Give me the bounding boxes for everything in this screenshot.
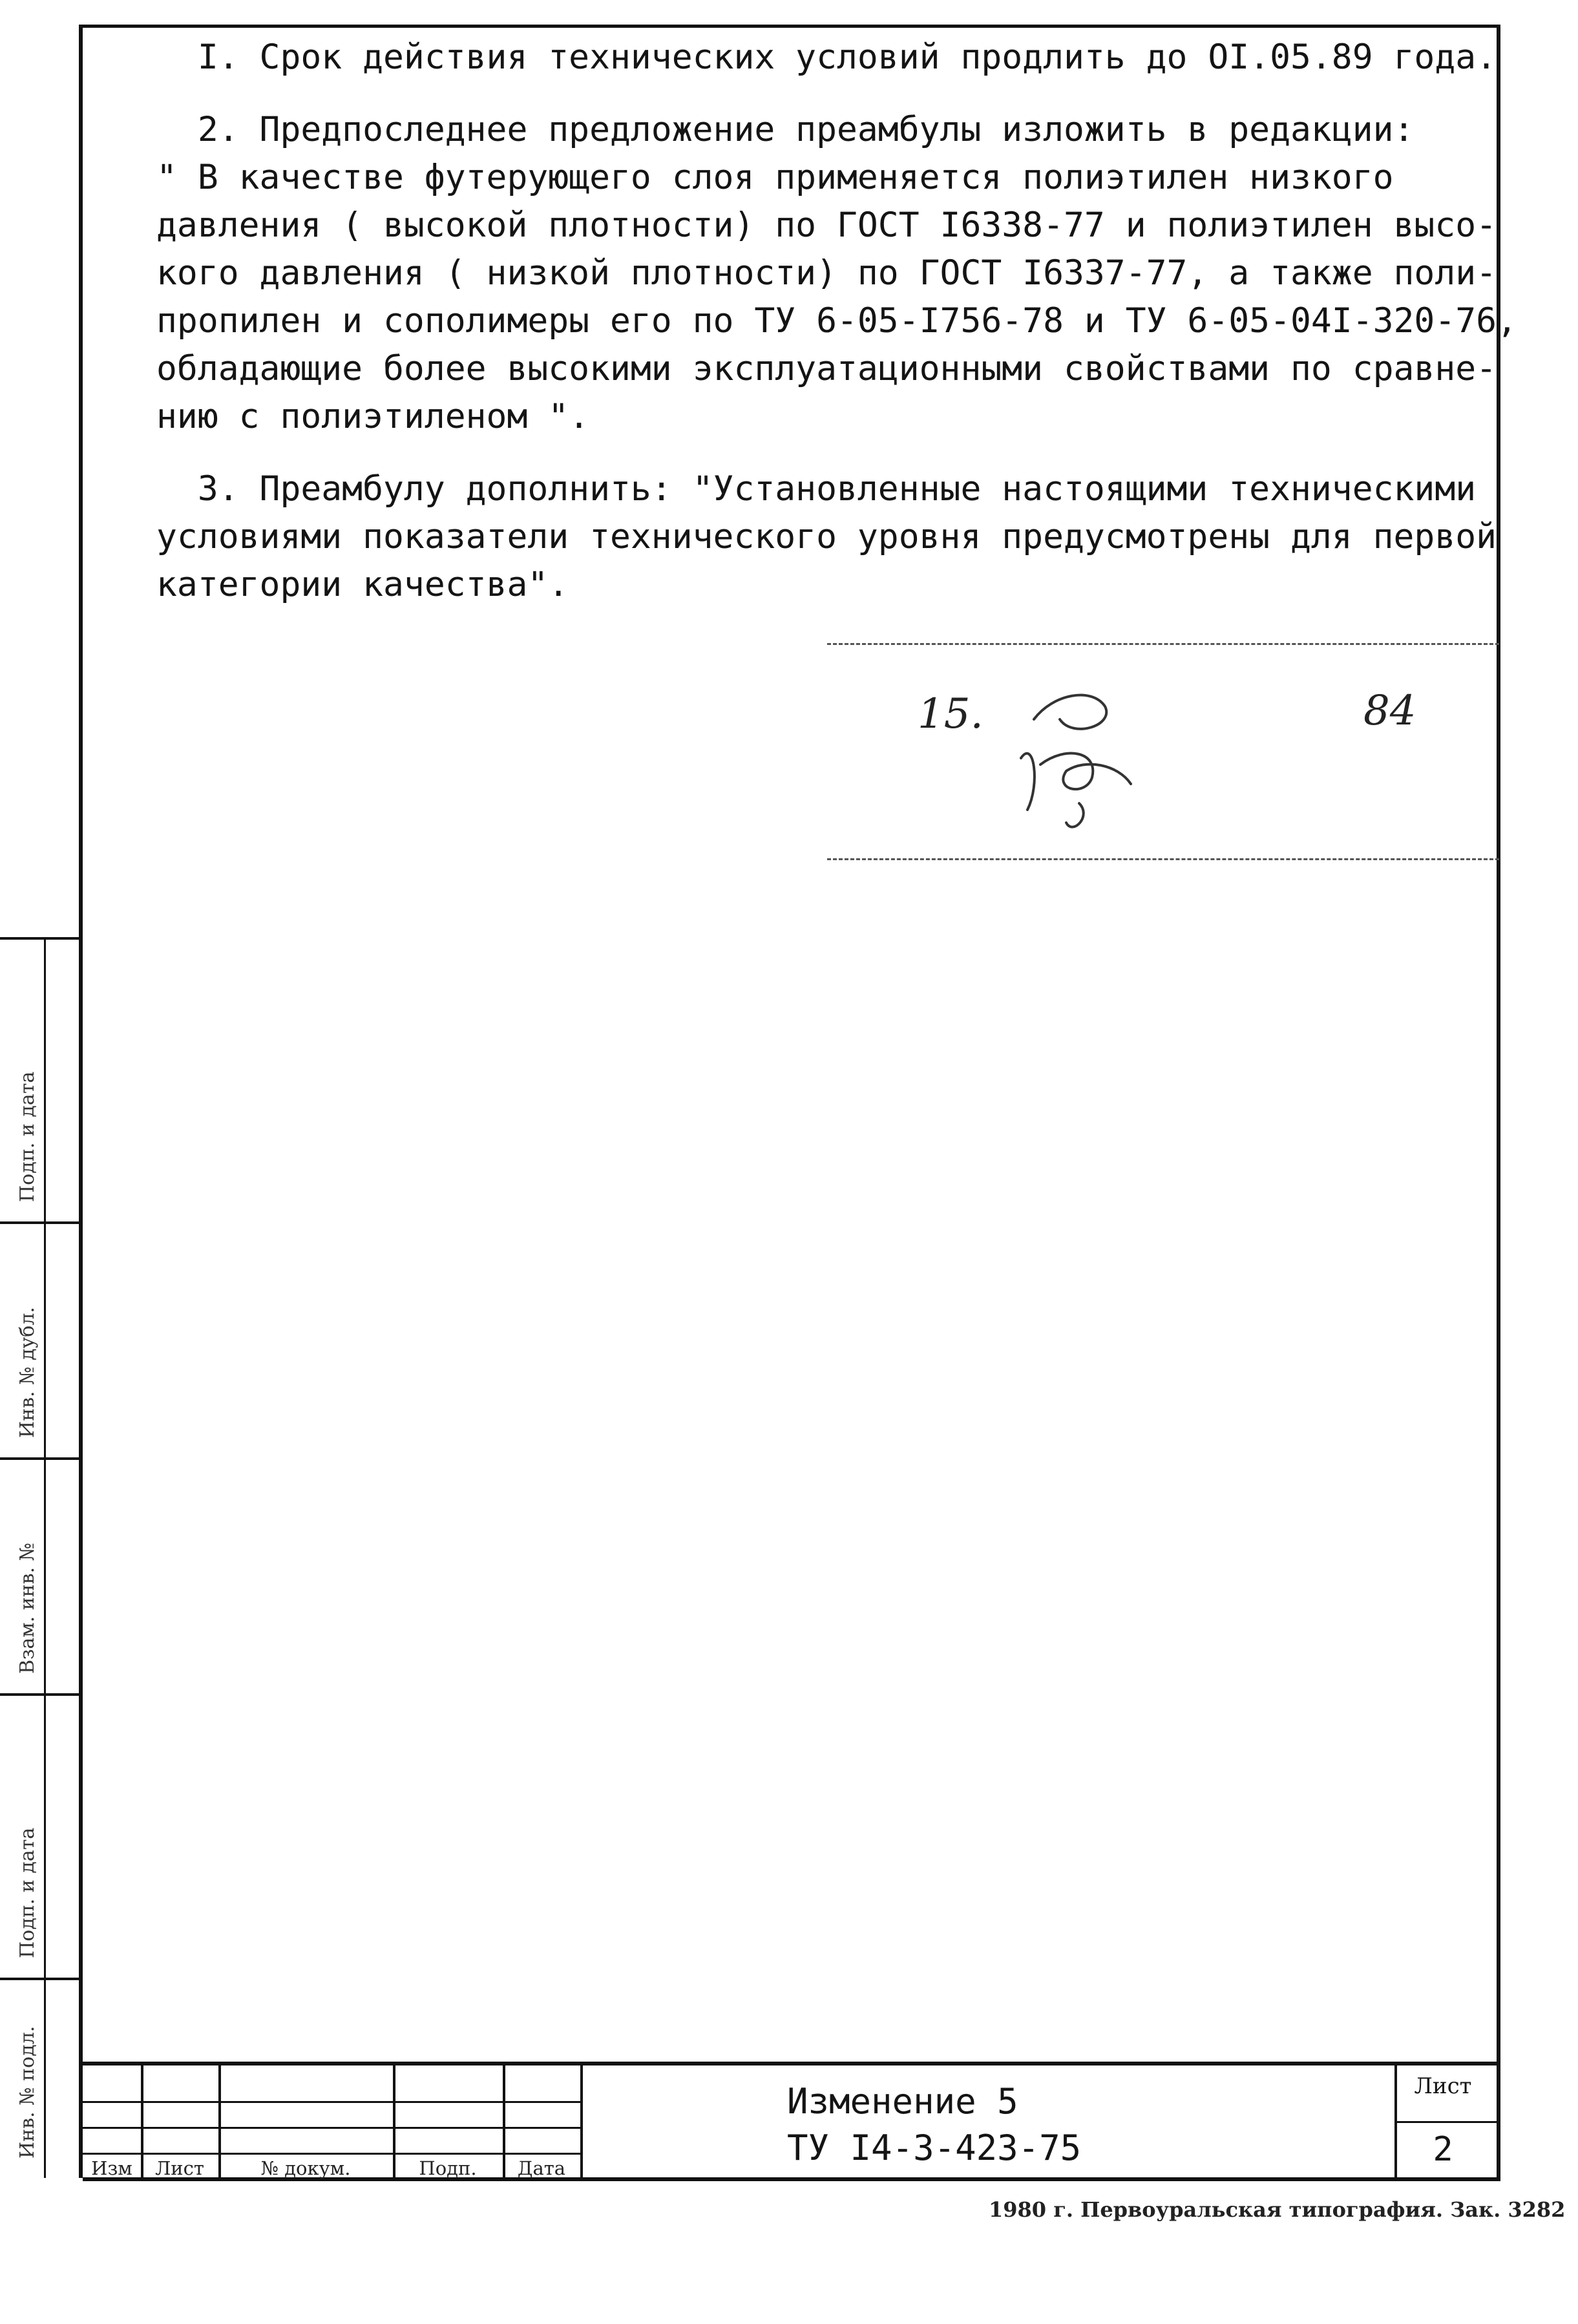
paragraph-2 [156,106,1517,441]
spec-number: ТУ I4-3-423-75 [787,2128,1082,2168]
document-title [787,2078,1081,2171]
side-divider [44,1696,46,1978]
row-divider [83,2101,580,2103]
text-line: категории качества". [156,565,569,604]
row-divider [83,2153,580,2155]
text-line: I. Срок действия технических условий продлить до OI.05.89 года. [156,37,1497,77]
text-line: давления ( высокой плотности) по ГОСТ I6338-77 и полиэтилен высо- [156,206,1497,245]
text-line: нию с полиэтиленом ". [156,397,590,436]
side-cell [0,1978,79,2178]
text-line: 2. Предпоследнее предложение преамбулы изложить в редакции: [156,110,1415,149]
side-divider [44,1224,46,1457]
row-divider [83,2127,580,2129]
side-divider [44,1980,46,2178]
side-label: Инв. № дубл. [16,1307,39,1438]
title-block [83,2062,1500,2181]
signature-mark [995,681,1189,842]
column-label-doc-number: № докум. [260,2157,351,2179]
column-label-list: Лист [155,2157,204,2179]
column-label-date: Дата [517,2157,566,2179]
side-cell [0,1221,79,1457]
sheet-number: 2 [1433,2130,1453,2169]
side-cell [0,937,79,1221]
side-label: Взам. инв. № [16,1542,39,1674]
stamp-year: 84 [1363,687,1416,735]
side-divider [44,1460,46,1693]
column-divider [580,2065,583,2177]
side-margin-table [0,937,79,2178]
side-cell [0,1457,79,1693]
text-line: условиями показатели технического уровня предусмотрены для первой [156,517,1497,556]
sheet-label: Лист [1414,2073,1472,2099]
side-label: Инв. № подл. [16,2025,39,2159]
side-label: Подп. и дата [16,1827,39,1958]
side-label: Подп. и дата [16,1071,39,1202]
text-line: " В качестве футерующего слоя применяется полиэтилен низкого [156,158,1394,197]
text-line: обладающие более высокими эксплуатационными свойствами по сравне- [156,349,1497,388]
row-divider [1394,2121,1500,2123]
text-line: кого давления ( низкой плотности) по ГОСТ I6337-77, а также поли- [156,253,1497,293]
side-divider [44,940,46,1221]
column-label-signature: Подп. [419,2157,477,2179]
column-label-izm: Изм [91,2157,132,2179]
text-line: 3. Преамбулу дополнить: "Установленные настоящими техническими [156,469,1477,509]
side-cell [0,1693,79,1978]
paragraph-3 [156,465,1497,609]
paragraph-1 [156,34,1497,81]
change-title: Изменение 5 [787,2081,1018,2122]
approval-stamp [827,643,1499,860]
stamp-day: 15. [918,690,984,738]
text-line: пропилен и сополимеры его по ТУ 6-05-I756-78 и ТУ 6-05-04I-320-76, [156,301,1517,341]
printer-note: 1980 г. Первоуральская типография. Зак. 3282 [989,2197,1566,2222]
document-body [156,34,1517,633]
